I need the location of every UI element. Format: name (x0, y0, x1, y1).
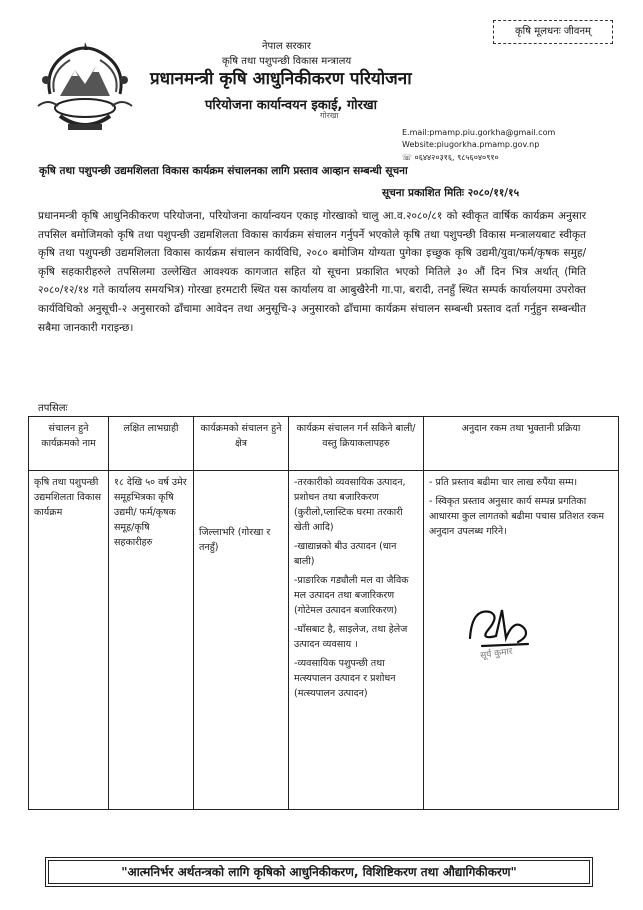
area-text: जिल्लाभरि (गोरखा र तनहुँ) (199, 527, 271, 553)
project-title: प्रधानमन्त्री कृषि आधुनिकीकरण परियोजना (150, 69, 412, 89)
motto-stamp-box: कृषि मूलधनः जीवनम् (493, 20, 613, 44)
footer-inner-border (48, 860, 590, 884)
cell-program: कृषि तथा पशुपन्छी उद्यमशिलता विकास कार्यक्रम (29, 471, 109, 810)
footer-slogan-text: "आत्मनिर्भर अर्थतन्त्रको लागि कृषिको आधुनिकीकरण, विशिष्टिकरण तथा औद्यागिकीकरण" (121, 865, 517, 879)
grant-item: - स्विकृत प्रस्ताव अनुसार कार्य सम्पन्न प्रगतिका आधारमा कुल लागतको बढीमा पचास प्रतिशत रकम अनुदान उपलब्ध गरिने। (429, 496, 605, 537)
cell-beneficiary: १८ देखि ५० वर्ष उमेर समूहभित्रका कृषि उद्यमी/ फर्म/कृषक समूह/कृषि सहकारीहरु (109, 471, 194, 810)
header-area: कार्यक्रमको संचालन हुने क्षेत्र (194, 417, 289, 471)
office-stamp-text: गोरखा (320, 111, 339, 120)
cell-area (194, 471, 289, 810)
contact-email: E.mail:pmamp.piu.gorkha@gmail.com (402, 128, 556, 137)
ministry-name: कृषि तथा पशुपन्छी विकास मन्त्रालय (222, 56, 352, 67)
details-label: तपसिलः (38, 403, 68, 414)
header-activities: कार्यक्रम संचालन गर्न सकिने बाली/वस्तु क्रियाकलापहरु (289, 417, 424, 471)
implementation-unit: परियोजना कार्यान्वयन इकाई, गोरखा (205, 98, 377, 113)
contact-phone: ☏ ०६४४२०३१६, ९८५६०४०९१० (402, 153, 499, 162)
activity-item: -घाँसबाट है, साइलेज, तथा हेलेज उत्पादन व्यवसाय । (294, 624, 408, 650)
table-header-row (29, 417, 619, 471)
notice-body: प्रधानमन्त्री कृषि आधुनिकीकरण परियोजना, परियोजना कार्यान्वयन एकाइ गोरखाको चालु आ.व.२०८०/८१ को स्वीकृत वार्षिक कार्यक्रम अनुसार तपसिल बमोजिमको कृषि तथा पशुपन्छी उद्यमशिलता विकास कार्यक्रम संचालन गर्नुपर्ने भएकोले कृषि तथा पशुपन्छी विकास मन्त्रालयबाट स्वीकृत कृषि तथा पशुपन्छी उद्यमशिलता विकास कार्यक्रम संचालन कार्यविधि, २०८० बमोजिम योग्यता पुगेका इच्छुक कृषि उद्यमी/युवा/फर्म/कृषक समुह/कृषि सहकारीहरुले तपसिलमा उल्लेखित आवश्यक कागजात सहित यो सूचना प्रकाशित भएको मितिले ३० औं दिन भित्र अर्थात् (मिति २०८०/१२/१४ गते कार्यालय समयभित्र) गोरखा हरमटारी स्थित यस कार्यालय वा आबुखैरेनी गा.पा, बरादी, तनहुँ स्थित सम्पर्क कार्यालयमा उपरोक्त कार्यविधिको अनुसूची-२ अनुसारको ढाँचामा आवेदन तथा अनुसूचि-३ अनुसारको ढाँचामा कार्यक्रम संचालन सम्बन्धी प्रस्ताव दर्ता गर्नुहुन सम्बन्धीत सबैमा जानकारी गराइन्छ। (38, 210, 586, 334)
published-date: सूचना प्रकाशित मितिः २०८०/११/१५ (382, 187, 520, 199)
contact-website: Website:piugorkha.pmamp.gov.np (402, 140, 540, 149)
header-beneficiary: लक्षित लाभग्राही (109, 417, 194, 471)
activity-item: -व्यवसायिक पशुपन्छी तथा मत्स्यपालन उत्पादन र प्रशोधन (मत्स्यपालन उत्पादन) (294, 658, 396, 699)
grant-item: - प्रति प्रस्ताव बढीमा चार लाख रुपैंया सम्म। (429, 477, 578, 488)
nepal-emblem-logo (30, 36, 140, 140)
activity-item: -खाद्यान्नको बीउ उत्पादन (धान बाली) (294, 541, 397, 567)
notice-headline: कृषि तथा पशुपन्छी उद्यमशिलता विकास कार्यक्रम संचालनका लागि प्रस्ताव आव्हान सम्बन्धी सूचना (39, 165, 408, 177)
cell-activities (289, 471, 424, 810)
government-name: नेपाल सरकार (262, 41, 311, 52)
activity-item: -प्राङारिक गड्यौली मल वा जैविक मल उत्पादन तथा बजारिकरण (गोटेमल उत्पादन बजारिकरण) (294, 575, 409, 616)
header-program-name: संचालन हुने कार्यक्रमको नाम (29, 417, 109, 471)
signature-stamp: सूर्य कुमार (479, 646, 514, 662)
footer-slogan (45, 857, 593, 887)
activity-item: -तरकारीको व्यवसायिक उत्पादन, प्रशोधन तथा बजारिकरण (कुरीलो,प्लास्टिक घरमा तरकारी खेती आदि) (294, 477, 406, 533)
header-grant: अनुदान रकम तथा भुक्तानी प्रक्रिया (424, 417, 619, 471)
